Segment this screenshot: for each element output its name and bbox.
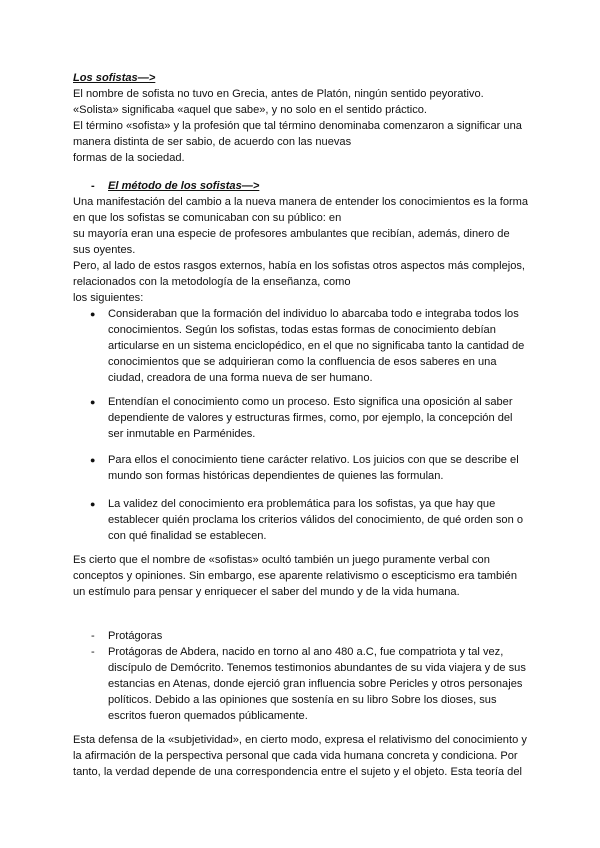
text-line: Es cierto que el nombre de «sofistas» ocultó también un juego puramente verbal con [73,554,490,566]
list-item-line: conocimientos. Según los sofistas, todas estas formas de conocimiento debían [108,324,496,336]
list-item-line: Consideraban que la formación del individuo lo abarcaba todo e integraba todos los [108,308,519,320]
list-item-line: articularse en un sistema enciclopédico, en el que no significaba tanto la cantidad de [108,340,525,352]
list-item-line: con qué finalidad se establecen. [108,530,267,542]
bullet-marker: ● [90,397,96,407]
dash-marker: - [91,630,95,642]
bullet-marker: ● [90,499,96,509]
list-item-line: La validez del conocimiento era problemática para los sofistas, ya que hay que [108,498,496,510]
list-item-line: discípulo de Demócrito. Tenemos testimonios abundantes de su vida viajera y de sus [108,662,526,674]
text-line: su mayoría eran una especie de profesores ambulantes que recibían, además, dinero de [73,228,510,240]
bullet-marker: ● [90,455,96,465]
list-item-line: ciudad, creadora de una forma nueva de ser humano. [108,372,373,384]
text-line: manera distinta de ser sabio, de acuerdo con las nuevas [73,136,352,148]
text-line: formas de la sociedad. [73,152,185,164]
list-item-line: políticos. Debido a las opiniones que sostenía en su libro Sobre los dioses, sus [108,694,497,706]
list-item-line: estancias en Atenas, donde ejerció gran influencia sobre Pericles y otros personajes [108,678,523,690]
dash-marker: - [91,180,95,192]
text-line: un estímulo para pensar y enriquecer el saber del mundo y de la vida humana. [73,586,460,598]
list-item-line: mundo son formas históricas dependientes de quienes las formulan. [108,470,444,482]
text-line: El término «sofista» y la profesión que tal término denominaba comenzaron a significar una [73,120,522,132]
list-item-line: conocimientos que se adquirieran como la confluencia de esos saberes en una [108,356,497,368]
text-line: sus oyentes. [73,244,136,256]
heading-metodo-sofistas: El método de los sofistas—> [108,180,260,192]
list-item-line: dependiente de valores y estructuras firmes, como, por ejemplo, la concepción del [108,412,513,424]
list-item-line: Entendían el conocimiento como un proceso. Esto significa una oposición al saber [108,396,513,408]
list-item-line: ser inmutable en Parménides. [108,428,256,440]
text-line: «Solista» significaba «aquel que sabe», y no solo en el sentido práctico. [73,104,428,116]
dash-marker: - [91,646,95,658]
text-line: la afirmación de la perspectiva personal que cada vida humana concreta y condiciona. Por [73,750,518,762]
text-line: El nombre de sofista no tuvo en Grecia, antes de Platón, ningún sentido peyorativo. [73,88,484,100]
list-item-line: Protágoras de Abdera, nacido en torno al ano 480 a.C, fue compatriota y tal vez, [108,646,504,658]
heading-los-sofistas: Los sofistas—> [73,72,156,84]
text-line: Esta defensa de la «subjetividad», en cierto modo, expresa el relativismo del conocimiento y [73,734,527,746]
text-line: los siguientes: [73,292,144,304]
bullet-marker: ● [90,309,96,319]
text-line: Pero, al lado de estos rasgos externos, había en los sofistas otros aspectos más complejos, [73,260,525,272]
text-line: tanto, la verdad depende de una correspondencia entre el sujeto y el objeto. Esta teoría del [73,766,522,778]
text-line: en que los sofistas se comunicaban con su público: en [73,212,342,224]
text-line: Una manifestación del cambio a la nueva manera de entender los conocimientos es la forma [73,196,529,208]
list-item-line: Para ellos el conocimiento tiene carácter relativo. Los juicios con que se describe el [108,454,519,466]
list-item-line: Protágoras [108,630,163,642]
list-item-line: escritos fueron quemados públicamente. [108,710,308,722]
list-item-line: establecer quién proclama los criterios válidos del conocimiento, de qué orden son o [108,514,524,526]
text-line: conceptos y opiniones. Sin embargo, ese aparente relativismo o escepticismo era también [73,570,517,582]
text-line: relacionados con la metodología de la enseñanza, como [73,276,351,288]
